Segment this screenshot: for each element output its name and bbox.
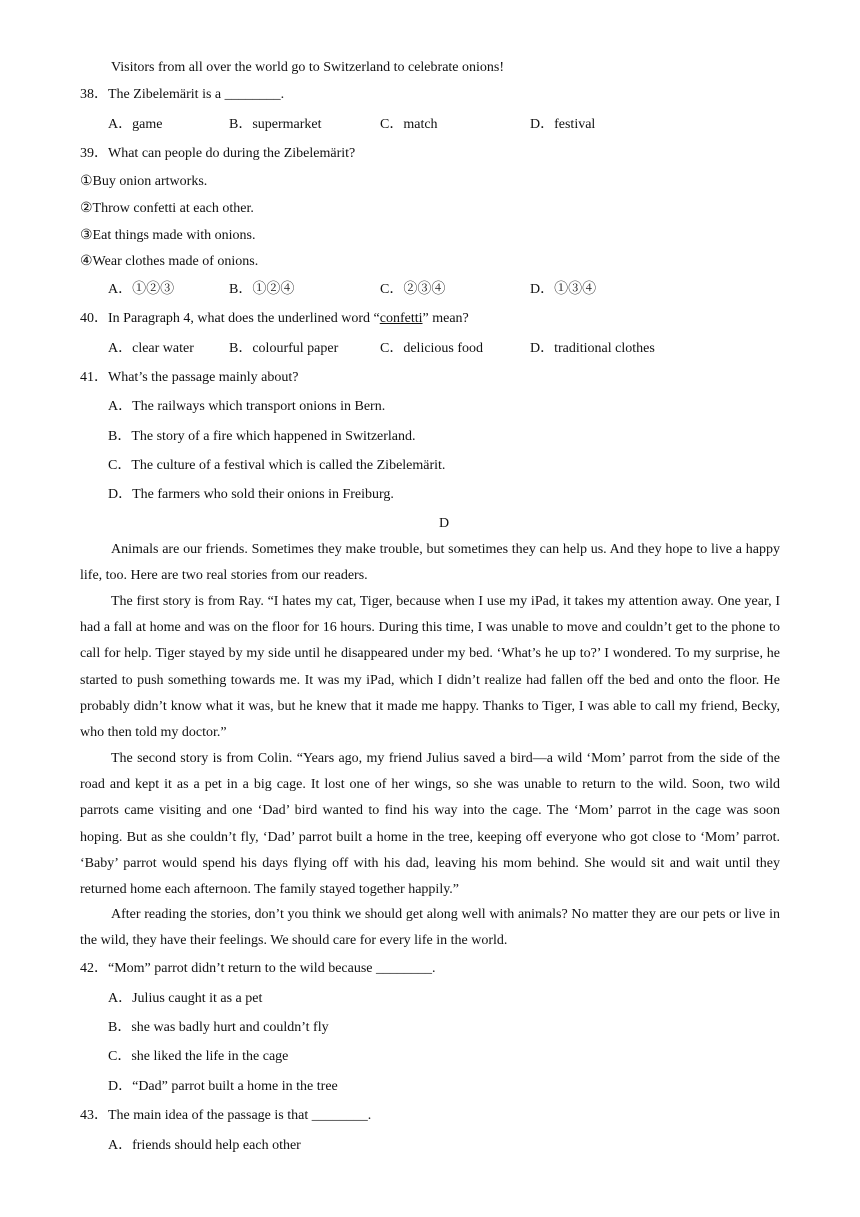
q39-item-1: ①Buy onion artworks. bbox=[80, 174, 208, 189]
passage-paragraph-1: Animals are our friends. Sometimes they make trouble, but sometimes they can help us. And they hope to live a happy life, too. Here are two real stories from our readers. bbox=[80, 542, 780, 584]
q42-option-d: D．“Dad” parrot built a home in the tree bbox=[108, 1079, 338, 1094]
q38-option-c: C．match bbox=[380, 117, 438, 132]
q38-option-b: B．supermarket bbox=[229, 117, 322, 132]
q39-option-c: C．②③④ bbox=[380, 282, 446, 297]
q40-stem-post: ” mean? bbox=[422, 311, 469, 326]
q38-option-a: A．game bbox=[108, 117, 163, 132]
passage-paragraph-3: The second story is from Colin. “Years ago, my friend Julius saved a bird—a wild ‘Mom’ parrot from the side of the road and kept it as a pet in a big cage. It lost one of her wings, so she was unable to return to the wild. Soon, two wild parrots came visiting and one ‘Dad’ bird wanted to find his way into the cage. The ‘Mom’ parrot in the cage was soon hoping. But as she couldn’t fly, ‘Dad’ parrot built a home in the tree, keeping off everyone who got close to ‘Mom’ parrot. ‘Baby’ parrot would spend his days flying off with his dad, leaving his mom behind. She would sit and wait until they returned home each afternoon. The family stayed together happily.” bbox=[80, 751, 780, 898]
q40-option-b: B．colourful paper bbox=[229, 341, 339, 356]
q42-option-b: B．she was badly hurt and couldn’t fly bbox=[108, 1020, 329, 1035]
q42-option-a: A．Julius caught it as a pet bbox=[108, 991, 263, 1006]
q40-option-d: D．traditional clothes bbox=[530, 341, 655, 356]
q40-option-c: C．delicious food bbox=[380, 341, 484, 356]
question-40-stem bbox=[80, 310, 469, 328]
q39-item-2: ②Throw confetti at each other. bbox=[80, 201, 254, 216]
q41-option-d: D．The farmers who sold their onions in Freiburg. bbox=[108, 487, 394, 502]
q39-item-3: ③Eat things made with onions. bbox=[80, 228, 256, 243]
question-39-stem: 39．What can people do during the Zibelemärit? bbox=[80, 146, 356, 161]
q39-option-b: B．①②④ bbox=[229, 282, 295, 297]
q40-underlined-word: confetti bbox=[379, 311, 423, 326]
question-38-stem: 38．The Zibelemärit is a ________. bbox=[80, 87, 285, 102]
q39-option-d: D．①③④ bbox=[530, 282, 597, 297]
section-label: D bbox=[438, 516, 450, 531]
q39-option-a: A．①②③ bbox=[108, 282, 175, 297]
q41-option-c: C．The culture of a festival which is called the Zibelemärit. bbox=[108, 458, 446, 473]
question-43-stem: 43．The main idea of the passage is that ________. bbox=[80, 1108, 372, 1123]
passage-paragraph-4: After reading the stories, don’t you think we should get along well with animals? No matter they are our pets or live in the wild, they have their feelings. We should care for every life in the world. bbox=[80, 907, 780, 949]
question-42-stem: 42．“Mom” parrot didn’t return to the wild because ________. bbox=[80, 961, 436, 976]
q41-option-b: B．The story of a fire which happened in Switzerland. bbox=[108, 429, 416, 444]
question-41-stem: 41．What’s the passage mainly about? bbox=[80, 370, 299, 385]
intro-line: Visitors from all over the world go to Switzerland to celebrate onions! bbox=[111, 60, 505, 75]
q42-option-c: C．she liked the life in the cage bbox=[108, 1049, 289, 1064]
q40-stem-pre: 40．In Paragraph 4, what does the underlined word “ bbox=[80, 311, 380, 326]
q40-option-a: A．clear water bbox=[108, 341, 194, 356]
passage-paragraph-2: The first story is from Ray. “I hates my cat, Tiger, because when I use my iPad, it takes my attention away. One year, I had a fall at home and was on the floor for 16 hours. During this time, I was unable to move and couldn’t get to the phone to call for help. Tiger stayed by my side until he disappeared under my bed. ‘What’s he up to?’ I wondered. To my surprise, he started to push something towards me. It was my iPad, which I didn’t realize had fallen off the bed and onto the floor. He probably didn’t know what it was, but he knew that it made me happy. Thanks to Tiger, I was able to call my friend, Becky, who then told my doctor.” bbox=[80, 594, 780, 741]
q43-option-a: A．friends should help each other bbox=[108, 1138, 301, 1153]
q38-option-d: D．festival bbox=[530, 117, 596, 132]
q41-option-a: A．The railways which transport onions in Bern. bbox=[108, 399, 386, 414]
q39-item-4: ④Wear clothes made of onions. bbox=[80, 254, 259, 269]
